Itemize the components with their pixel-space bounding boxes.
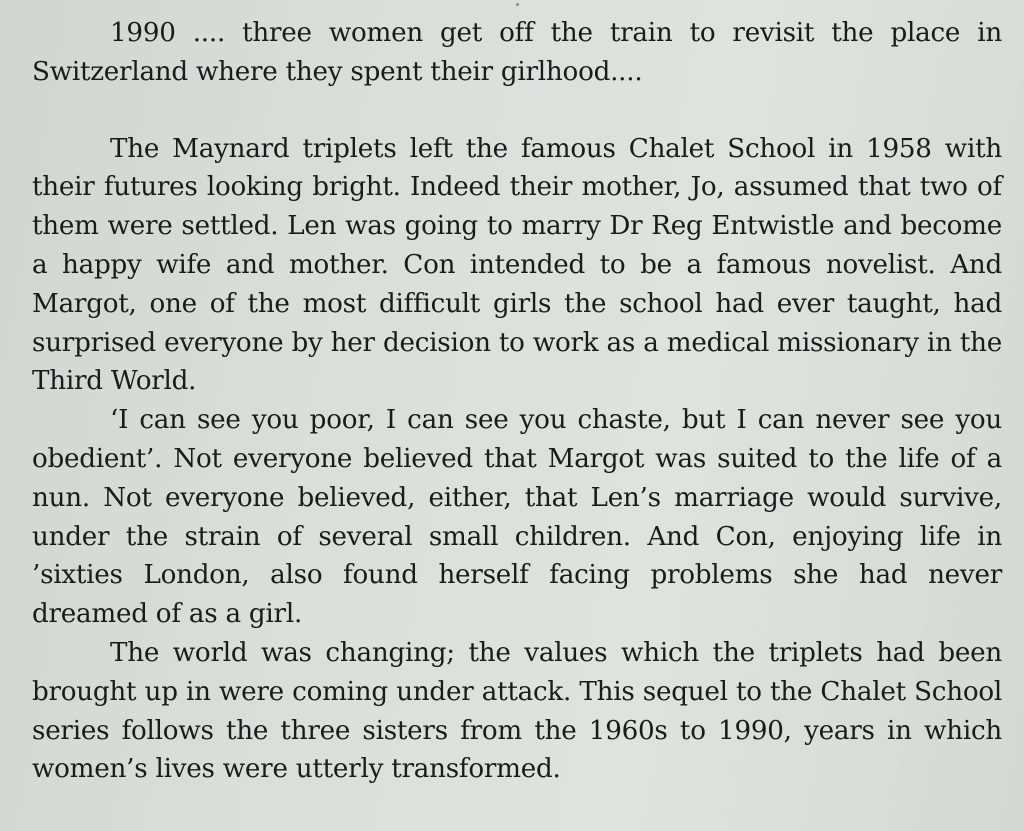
- paragraph-changing-world: The world was changing; the values which the triplets had been brought up in were coming under attack. This sequel to the Chalet School series follows the three sisters from the 1960s to 1990, years in which women’s lives were utterly transformed.: [32, 637, 1002, 785]
- paragraph-quote: ‘I can see you poor, I can see you chaste, but I can never see you obedient’. Not everyone believed that Margot was suited to the life of a nun. Not everyone believed, either, that Len’s marriage would survive, under the strain of several small children. And Con, enjoying life in ’sixties London, also found herself facing problems she had never dreamed of as a girl.: [32, 405, 1002, 630]
- paragraph-intro: 1990 .... three women get off the train to revisit the place in Switzerland where they spent their girlhood....: [32, 18, 1002, 87]
- paper-speck: [516, 3, 519, 6]
- paragraph-triplets: The Maynard triplets left the famous Chalet School in 1958 with their futures looking bright. Indeed their mother, Jo, assumed that two of them were settled. Len was going to marry Dr Reg Entwistle and become a happy wife and mother. Con intended to be a famous novelist. And Margot, one of the most difficult girls the school had ever taught, had surprised everyone by her decision to work as a medical missionary in the Third World.: [32, 133, 1002, 397]
